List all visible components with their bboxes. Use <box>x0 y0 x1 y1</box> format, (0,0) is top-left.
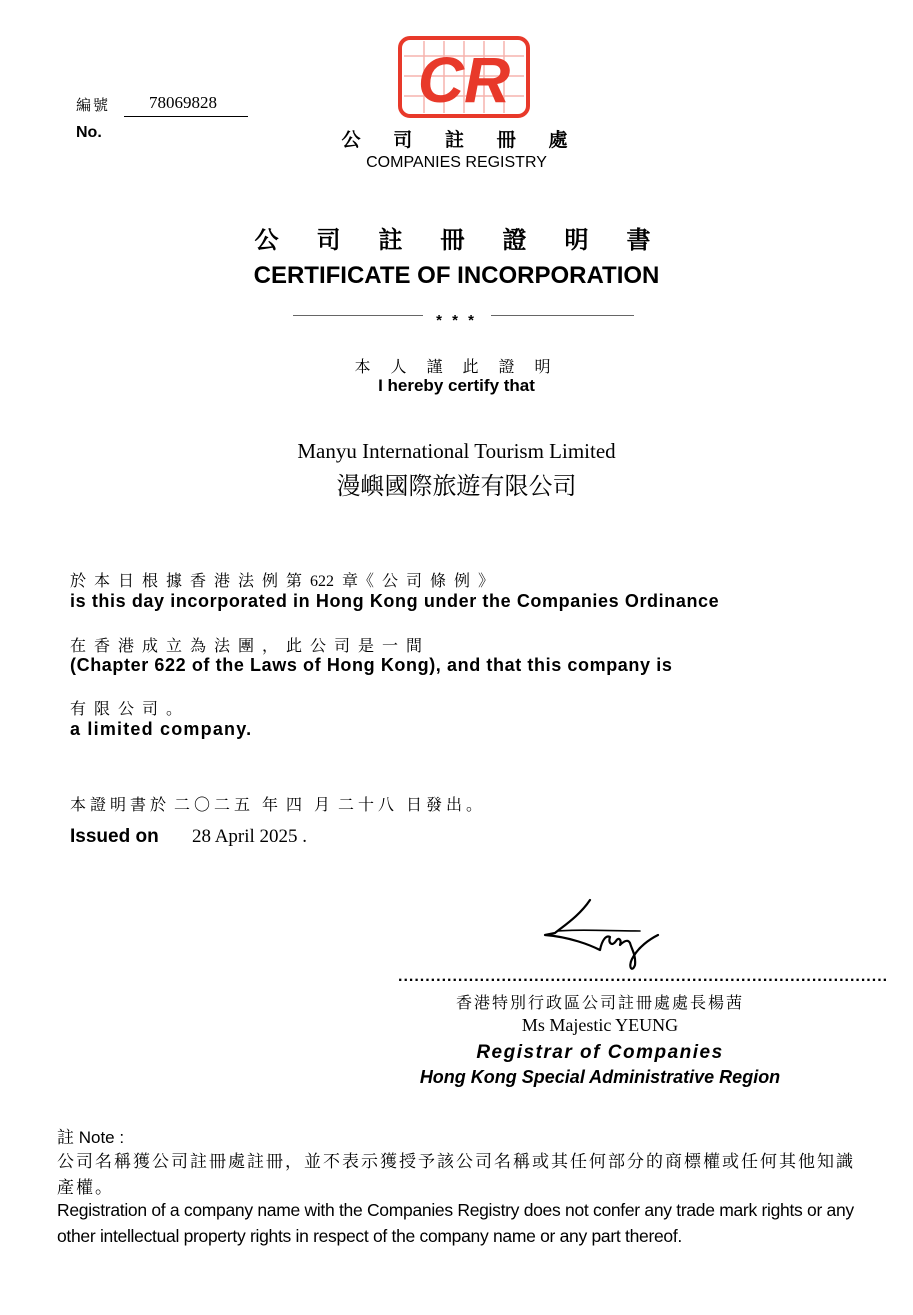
issued-label-en: Issued on <box>70 826 159 847</box>
body-line1-zh: 於 本 日 根 據 香 港 法 例 第 622 章《 公 司 條 例 》 <box>70 573 495 590</box>
registrar-region-en: Hong Kong Special Administrative Region <box>419 1067 781 1087</box>
registrar-name-en: Ms Majestic YEUNG <box>521 1015 679 1035</box>
certificate-number: 78069828 <box>124 93 248 117</box>
note-text-en: Registration of a company name with the Companies Registry does not confer any trade mark rights or any other intellectual property rights in respect of the company name or any part thereof. <box>57 1200 854 1246</box>
certificate-title-zh: 公 司 註 冊 證 明 書 <box>254 228 667 254</box>
certificate-title-en: CERTIFICATE OF INCORPORATION <box>253 262 660 289</box>
body-line1-en: is this day incorporated in Hong Kong under the Companies Ordinance <box>70 591 720 611</box>
divider-right <box>491 315 634 316</box>
body-line2-zh: 在 香 港 成 立 為 法 團 ， 此 公 司 是 一 間 <box>70 638 423 655</box>
issued-date-en: 28 April 2025 . <box>192 826 308 847</box>
body-line3-en: a limited company. <box>70 719 253 739</box>
number-label-en: No. <box>76 124 102 141</box>
issued-date-zh: 本 證 明 書 於 二 〇 二 五 年 四 月 二 十 八 日 發 出 。 <box>70 797 483 814</box>
certify-text-en: I hereby certify that <box>378 376 535 395</box>
body-line2-en: (Chapter 622 of the Laws of Hong Kong), and that this company is <box>70 655 673 675</box>
company-name-zh: 漫嶼國際旅遊有限公司 <box>336 474 577 500</box>
companies-registry-logo <box>398 36 530 118</box>
registrar-title-zh: 香港特別行政區公司註冊處處長楊茜 <box>455 995 744 1012</box>
body-line3-zh: 有 限 公 司 。 <box>70 701 183 718</box>
number-label-zh: 編號 <box>76 98 111 114</box>
company-name-en: Manyu International Tourism Limited <box>297 439 616 463</box>
registry-name-en: COMPANIES REGISTRY <box>366 154 547 171</box>
registrar-signature <box>540 895 665 975</box>
note-text-zh: 公司名稱獲公司註冊處註冊，並不表示獲授予該公司名稱或其任何部分的商標權或任何其他知識產權。 <box>57 1152 855 1197</box>
svg-text:CR: CR <box>417 44 511 116</box>
signature-line: .......................................................................................... <box>398 968 889 985</box>
certify-text-zh: 本 人 謹 此 證 明 <box>354 359 559 376</box>
registry-name-zh: 公 司 註 冊 處 <box>341 130 582 151</box>
note-label: 註 Note : <box>57 1128 125 1147</box>
divider-ornament: * * * <box>436 312 477 329</box>
registrar-title-en: Registrar of Companies <box>476 1042 724 1063</box>
